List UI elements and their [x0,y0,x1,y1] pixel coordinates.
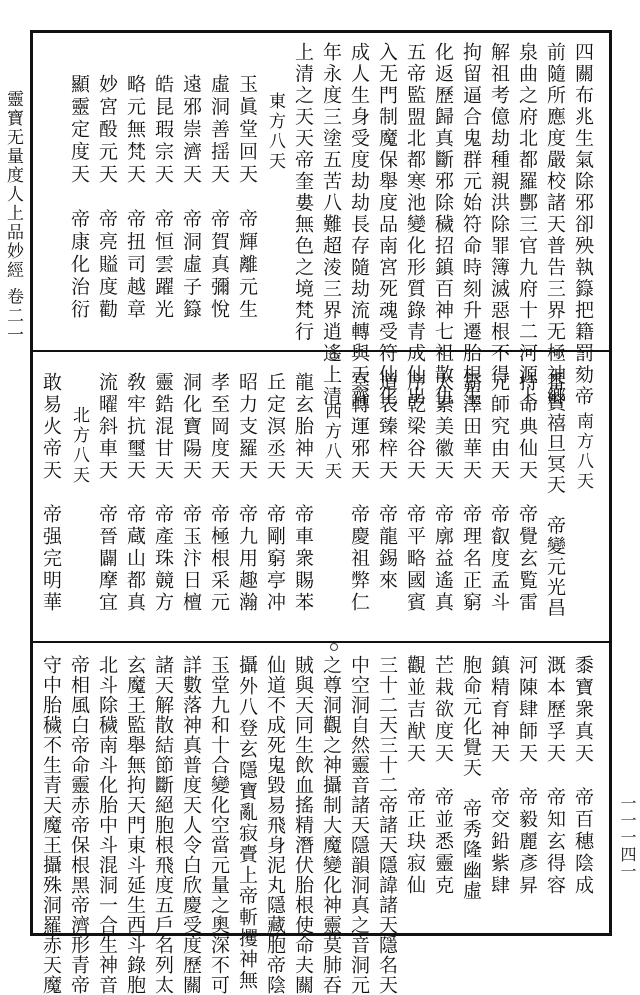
text-column: 中空洞自然靈音諸天隱韻洞真之音洞元 [348,655,370,995]
heaven-entry: 河陳肆師天 帝毅麗彥昇 [516,655,538,897]
text-column: 前隨所應度嚴校諸天普告三界无極神鄉 [544,42,566,408]
heaven-entry: 芒栽欲度天 帝並悉靈克 [432,655,454,897]
heaven-entry: 元師究由天 帝叡度孟斗 [488,372,510,614]
text-column: 解祖考億劫種親洪除罪簿滅惡根不得 [488,42,510,386]
margin-page-number: 一一一四一 [618,795,637,880]
text-column: 仙道不成死鬼毀易飛身泥丸隱藏胞帝陰 [264,655,286,995]
heaven-entry: 略元無梵天 帝扭司越章 [124,74,146,322]
heaven-entry: 丘定溟丞天 帝剛窮亭冲 [264,372,286,614]
text-column: 三十二天三十二帝諸天隱諱諸天隱名天 [376,655,398,995]
text-column: 玉堂九和十合變化空當元量之奧深不可 [208,655,230,995]
heaven-entry: 妙宮酘元天 帝亮賹度勸 [96,74,118,322]
text-column: 玄魔王監舉無拘天門東斗延生西斗錄胞 [124,655,146,995]
heaven-entry: 敎牢抗璽天 帝蔵山都真 [124,372,146,614]
text-column: 入无門制魔保舉度品南宮死魂受符仙化 [376,42,398,408]
section-divider-2 [30,641,612,643]
text-section-2 [40,372,602,636]
circle-mark [330,643,338,651]
heaven-entry: 龍玄胎神天 帝車衆賜苯 [292,372,314,614]
text-column: 泉曲之府北都羅酆三官九府十二河源上 [516,42,538,408]
text-column: 年永度三塗五苦八難超淩三界逍遙上清 [320,42,342,408]
heaven-entry: 序乾梁谷天 帝平略國賓 [404,372,426,614]
heaven-entry: 顯靈定度天 帝康化治衍 [68,74,90,322]
text-column: 帝相風白帝命靈赤帝保根黑帝濟形青帝 [68,655,90,995]
heaven-entry: 洞化寶陽天 帝玉汴日檀 [180,372,202,614]
heaven-entry: 昭力支羅天 帝九用趣瀚 [236,372,258,614]
heaven-entry: 道表臻梓天 帝龍錫來 [376,372,398,592]
text-column: 四關布兆生氣除邪卻殃執籙把籍罰劾帝 [572,42,594,408]
text-column: 詳數落神真普度天人令白欣慶受度歷關 [180,655,202,995]
text-column: 五帝監盟北都寒池變化形質錄青成仙出 [404,42,426,408]
heaven-entry: 虛洞善揺天 帝賀真彌悅 [208,74,230,322]
text-column: 攝外八登玄隱寶亂寂賷上帝斬攫神無 [236,655,258,991]
heaven-entry: 孝至岡度天 帝極根采元 [208,372,230,614]
text-column: 拘留逼合鬼群元始符命時刻升遷胎根生 [460,42,482,408]
heaven-entry: 胞命元化覺天 帝秀隆幽虛 [460,655,482,901]
heaven-entry: 持命典仙天 帝覺玄覧雷 [516,372,538,614]
text-section-1 [40,42,602,408]
heaven-entry: 太素美徽天 帝廓益遙真 [432,372,454,614]
heaven-entry: 黍寶衆真天 帝百穗陰成 [572,655,594,897]
text-column: 之尊洞觀之神攝制大魔變化神靈莫肺吞 [320,655,342,995]
heaven-entry: 靈鋯混甘天 帝產珠竸方 [152,372,174,614]
heaven-entry: 觀並吉猷天 帝正玦寂仙 [404,655,426,897]
text-column: 北斗除穢南斗化胎中斗混洞一合生神音 [96,655,118,995]
heading-west-eight-heavens: 西方八天 [321,402,341,482]
text-column: 賊與天同生飲血搖精潛伏胎根使命夫關 [292,655,314,995]
heaven-entry: 遠邪崇濟天 帝洞虛子籙 [180,74,202,322]
heaven-entry: 敢易火帝天 帝强完明華 [40,372,62,614]
heaven-entry: 流曜斜車天 帝晉闢摩宜 [96,372,118,614]
text-column: 化返歷歸真斷邪除穢招鎮百神七祖散仇 [432,42,454,408]
margin-title: 靈寶无量度人上品妙經 卷二一 [3,90,23,345]
heaven-entry: 皓昆瑕宗天 帝恒雲躍光 [152,74,174,322]
text-section-3 [40,655,602,995]
heaven-entry: 番賢禧旦冥天 帝變元光昌 [544,372,566,618]
text-column: 上清之天天帝奎婁無色之境梵行 [292,42,314,343]
circle-mark [330,352,338,360]
heaven-entry: 溉本歷孚天 帝知玄得容 [544,655,566,897]
heaven-entry: 玉眞堂回天 帝輝離元生 [236,74,258,322]
heading-south-eight-heavens: 南方八天 [573,412,593,492]
heading-east-eight-heavens: 東方八天 [265,92,285,172]
text-column: 諸天解散結節斷絕胞根飛度五戶名列太 [152,655,174,995]
heading-north-eight-heavens: 北方八天 [69,406,89,486]
heaven-entry: 冥轉運邪天 帝慶祖弊仁 [348,372,370,614]
text-column: 守中胎穢不生青天魔王攝殊洞羅赤天魔 [40,655,62,995]
text-column: 成人生身受度劫劫長存隨劫流轉與天齊 [348,42,370,408]
heaven-entry: 鎮精育神天 帝交鉛紫肆 [488,655,510,897]
heaven-entry: 霸澤田華天 帝理名正窮 [460,372,482,614]
